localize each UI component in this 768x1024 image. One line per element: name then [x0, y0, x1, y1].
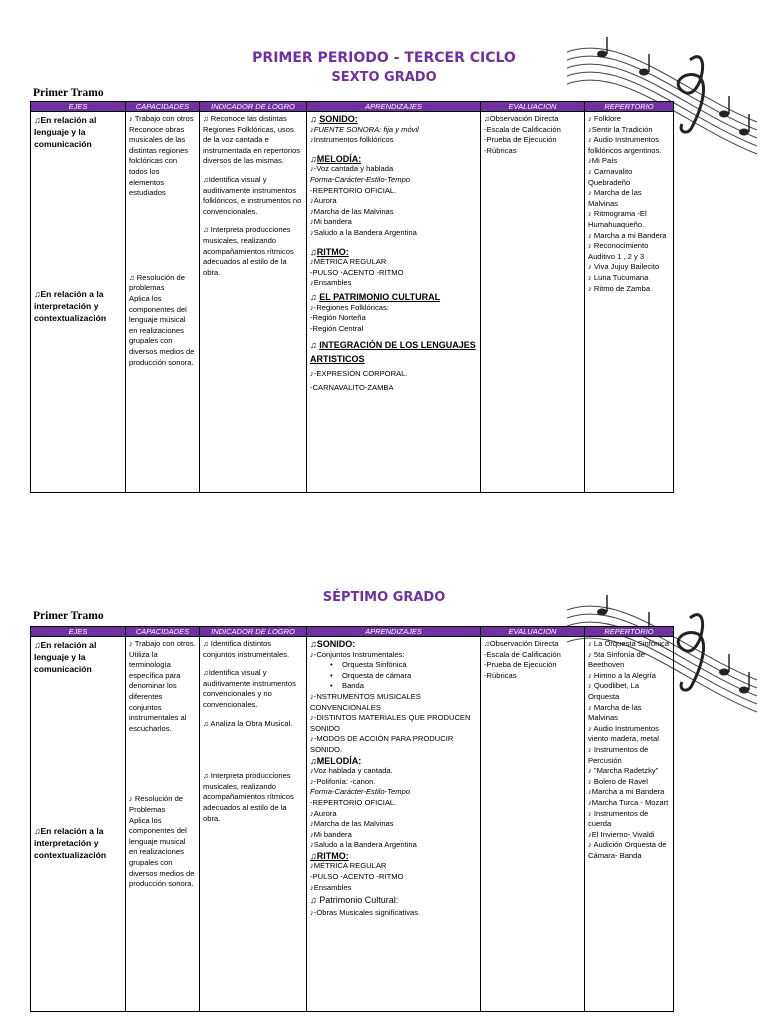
ap-nortena: -Región Norteña [310, 313, 366, 323]
cell-repertorio [585, 112, 674, 493]
ind-analiza: ♫ Analiza la Obra Musical. [203, 718, 293, 728]
rep-item: ♪Marcha Turca - Mozart [588, 797, 669, 807]
header-capacidades: CAPACIDADES [126, 102, 200, 112]
cap-resolucion: ♪ Resolución de Problemas [129, 794, 184, 814]
cell-indicador [200, 112, 307, 493]
ap-mi-bandera: ♪Mi bandera [310, 829, 352, 839]
header-ejes: EJES [31, 102, 126, 112]
ap-sonido-heading: SONIDO: [319, 114, 358, 124]
rep-item: ♪ "Marcha Radetzky" [588, 766, 659, 776]
eval-item: -Escala de Calificación [484, 649, 561, 659]
eval-item: -Prueba de Ejecución [484, 660, 557, 670]
rep-item: ♪ Himno a la Alegría [588, 670, 656, 680]
grade-title-septimo: SÉPTIMO GRADO [322, 590, 446, 605]
rep-item: ♪ Audio Instrumentos folklóricos argentinos. [588, 135, 662, 155]
ap-mi-bandera: ♪Mi bandera [310, 217, 352, 227]
rep-item: ♪ Marcha a mi Bandera [588, 230, 667, 240]
ap-expresion: ♪-EXPRESIÓN CORPORAL. [310, 369, 408, 379]
ap-conjunto-item: • Orquesta de cámara [310, 671, 477, 682]
ind-identifica-visual: ♫Identifica visual y auditivamente instrumentos convencionales y no convencionales. [203, 668, 296, 709]
ap-melodia-heading: MELODÍA: [316, 153, 362, 164]
table-header-row [31, 102, 674, 112]
header-indicador: INDICADOR DE LOGRO [200, 627, 307, 637]
rep-item: ♪ Quodlibet, La Orquesta [588, 681, 640, 701]
header-evaluacion: EVALUACION [481, 102, 585, 112]
ap-pulso: -PULSO -ACENTO -RITMO [310, 267, 404, 277]
ap-modos: ♪-MODOS DE ACCIÓN PARA PRODUCIR SONIDO. [310, 734, 454, 754]
ap-polifonia: ♪-Polifonía: -canon. [310, 776, 376, 786]
header-aprendizajes: APRENDIZAJES [307, 102, 481, 112]
cell-ejes [31, 637, 126, 1012]
ap-integracion-heading: INTEGRACIÓN DE LOS LENGUAJES ARTISTICOS [310, 340, 476, 365]
cap-aplica: Aplica los componentes del lenguaje musical en realizaciones grupales con diversos medios de producción sonora. [129, 293, 195, 367]
ap-saludo: ♪Saludo a la Bandera Argentina [310, 840, 417, 850]
rep-item: ♪ Marcha de las Malvinas [588, 702, 642, 723]
header-aprendizajes: APRENDIZAJES [307, 627, 481, 637]
header-capacidades: CAPACIDADES [126, 627, 200, 637]
ap-repertorio: -REPERTORIO OFICIAL. [310, 797, 397, 807]
rep-item: ♪ Ritmo de Zamba [588, 283, 651, 293]
rep-item: ♪ Carnavalito Quebradeño [588, 166, 633, 187]
ap-patrimonio-heading: EL PATRIMONIO CULTURAL [319, 291, 441, 302]
ap-carnavalito: -CARNAVALITO-ZAMBA [310, 382, 394, 392]
rep-item: ♪ Reconocimiento Auditivo 1 , 2 y 3 [588, 241, 649, 261]
cap-resolucion: ♫ Resolución de problemas [129, 272, 185, 293]
grade-title-sexto: SEXTO GRADO [331, 70, 437, 85]
page-title: PRIMER PERIODO - TERCER CICLO [252, 50, 516, 66]
ap-patrimonio-heading: ♫ Patrimonio Cultural: [310, 895, 399, 906]
ap-repertorio: -REPERTORIO OFICIAL. [310, 185, 397, 195]
rep-item: ♪ Folklore [588, 114, 621, 123]
eje-interpretacion: ♫En relación a la interpretación y contextualización [34, 289, 107, 323]
eval-item: -Escala de Calificación [484, 124, 561, 134]
ap-ensambles: ♪Ensambles [310, 882, 352, 892]
ap-forma: Forma-Carácter-Estilo-Tempo [310, 174, 411, 184]
cap-trabajo: ♪ Trabajo con otros [129, 114, 194, 123]
ap-central: -Región Central [310, 323, 364, 333]
planning-table-sexto [30, 101, 674, 493]
rep-item: ♪ Luna Tucumana [588, 272, 649, 282]
ap-ritmo-heading: RITMO: [316, 246, 349, 257]
ind-identifica-conjuntos: ♫ Identifica distintos conjuntos instrumentales. [203, 639, 290, 659]
eje-lenguaje: ♫En relación al lenguaje y la comunicación [34, 115, 97, 149]
table-header-row [31, 627, 674, 637]
rep-item: ♪El Invierno- Vivaldi [588, 829, 655, 839]
ap-fuente-sonora: ♪FUENTE SONORA: fija y móvil [310, 124, 419, 134]
ap-conjunto-item: • Orquesta Sinfónica [310, 660, 477, 671]
tramo-label-sexto: Primer Tramo [33, 87, 104, 99]
ap-sonido-heading: ♫SONIDO: [310, 639, 356, 649]
ap-metrica: ♪MÉTRICA REGULAR [310, 257, 387, 267]
ap-ritmo-heading: ♫RITMO: [310, 850, 349, 861]
rep-item: ♪Sentir la Tradición [588, 124, 653, 134]
cell-indicador [200, 637, 307, 1012]
cell-capacidades [126, 637, 200, 1012]
ind-reconoce: ♫ Reconoce las distintas Regiones Folklóricas, usos de la voz cantada e instrumentada en repertorios diversos de las mismas. [203, 114, 301, 166]
cell-repertorio [585, 637, 674, 1012]
ap-malvinas: ♪Marcha de las Malvinas [310, 819, 394, 829]
ap-melodia-heading: ♫MELODÍA: [310, 755, 362, 766]
rep-item: ♪ La Orquesta Sinfónica [588, 639, 670, 648]
eje-interpretacion: ♫En relación a la interpretación y contextualización [34, 826, 107, 860]
rep-item: ♪ Viva Jujuy Bailecito [588, 262, 660, 272]
ap-instrumentos: ♪Instrumentos folklóricos [310, 135, 394, 145]
ap-aurora: ♪Aurora [310, 808, 337, 818]
ap-pulso: -PULSO -ACENTO -RITMO [310, 872, 404, 882]
rep-item: ♪ Bolero de Ravel [588, 776, 648, 786]
rep-item: ♪ Marcha de las Malvinas [588, 188, 642, 208]
cell-aprendizajes: ♫ SONIDO: ♪FUENTE SONORA: fija y móvil ♪Instrumentos folklóricos ♫MELODÍA: ♪-Voz cantada y hablada Forma-Carácter-Estilo-Tempo -REPERTORIO OFICIAL. ♪Aurora ♪Marcha de las Malvinas ♪Mi bandera ♪Saludo a la Bandera Argentina ♫RITMO: ♪MÉTRICA REGULAR -PULSO -ACENTO -RITMO ♪Ensambles ♫ EL PATRIMONIO CULTURAL ♪-Regiones Folklóricas: -Región Norteña -Región Central ♫ INTEGRACIÓN DE LOS LENGUAJES ARTISTICOS ♪-EXPRESIÓN CORPORAL. -CARNAVALITO-ZAMBA [307, 112, 481, 493]
eval-item: -Rúbricas [484, 145, 517, 155]
header-repertorio: REPERTORIO [585, 627, 674, 637]
cell-capacidades [126, 112, 200, 493]
ap-materiales: ♪-DISTINTOS MATERIALES QUE PRODUCEN SONIDO [310, 713, 471, 733]
cell-evaluacion [481, 112, 585, 493]
planning-table-septimo [30, 626, 674, 1012]
table-row [31, 637, 674, 1012]
ap-saludo: ♪Saludo a la Bandera Argentina [310, 227, 417, 237]
ind-interpreta: ♫ Interpreta producciones musicales, realizando acompañamientos rítmicos adecuados al estilo de la obra. [203, 771, 294, 823]
rep-item: ♪Marcha a mi Bandera [588, 787, 665, 797]
ap-forma: Forma-Carácter-Estilo-Tempo [310, 787, 411, 797]
rep-item: ♪ Audición Orquesta de Cámara- Banda [588, 840, 667, 860]
cap-aplica: Aplica los componentes del lenguaje musical en realizaciones grupales con diversos medios de producción sonora. [129, 815, 195, 889]
ap-voz: ♪-Voz cantada y hablada [310, 164, 394, 174]
rep-item: ♪ Instrumentos de cuerda [588, 808, 649, 829]
table-row [31, 112, 674, 493]
ap-conjunto-item: • Banda [310, 681, 477, 692]
ap-metrica: ♪MÉTRICA REGULAR [310, 861, 387, 871]
ap-malvinas: ♪Marcha de las Malvinas [310, 206, 394, 216]
eval-item: -Prueba de Ejecución [484, 135, 557, 145]
rep-item: ♪ Instrumentos de Percusión [588, 744, 649, 765]
eval-item: ♫Observación Directa [484, 114, 559, 123]
ap-obras: ♪-Obras Musicales significativas. [310, 907, 421, 917]
cell-evaluacion [481, 637, 585, 1012]
cap-reconoce: Reconoce obras musicales de las distintas regiones folclóricas con todos los elementos estudiados [129, 124, 189, 198]
ap-conjuntos: ♪-Conjuntos Instrumentales: [310, 649, 405, 659]
header-indicador: INDICADOR DE LOGRO [200, 102, 307, 112]
header-ejes: EJES [31, 627, 126, 637]
ap-voz: ♪Voz hablada y cantada. [310, 766, 393, 776]
ap-aurora: ♪Aurora [310, 196, 337, 206]
header-evaluacion: EVALUACION [481, 627, 585, 637]
rep-item: ♪ Audio Instrumentos viento madera, metal [588, 723, 659, 744]
cap-utiliza: Utiliza la terminología específica para denominar los diferentes conjuntos instrumentales al escucharlos. [129, 649, 187, 733]
rep-item: ♪ 5ta Sinfonía de Beethoven [588, 649, 645, 670]
ind-interpreta: ♫ Interpreta producciones musicales, realizando acompañamientos rítmicos adecuados al estilo de la obra. [203, 225, 294, 277]
ap-ensambles: ♪Ensambles [310, 278, 352, 288]
ap-instrumentos-conv: ♪-NSTRUMENTOS MUSICALES CONVENCIONALES [310, 691, 421, 712]
header-repertorio: REPERTORIO [585, 102, 674, 112]
eval-item: -Rúbricas [484, 670, 517, 680]
ind-identifica: ♫Identifica visual y auditivamente instrumentos folklóricos, e instrumentos no convencionales. [203, 174, 302, 216]
eval-item: ♫Observación Directa [484, 639, 559, 648]
cell-ejes [31, 112, 126, 493]
cell-aprendizajes [307, 637, 481, 1012]
eje-lenguaje: ♫En relación al lenguaje y la comunicación [34, 640, 97, 674]
cap-trabajo: ♪ Trabajo con otros. [129, 639, 196, 648]
rep-item: ♪Mi País [588, 156, 618, 166]
rep-item: ♪ Ritmograma -El Humahuaqueño. [588, 209, 647, 229]
ap-regiones: ♪-Regiones Folklóricas: [310, 302, 389, 312]
tramo-label-septimo: Primer Tramo [33, 610, 104, 622]
